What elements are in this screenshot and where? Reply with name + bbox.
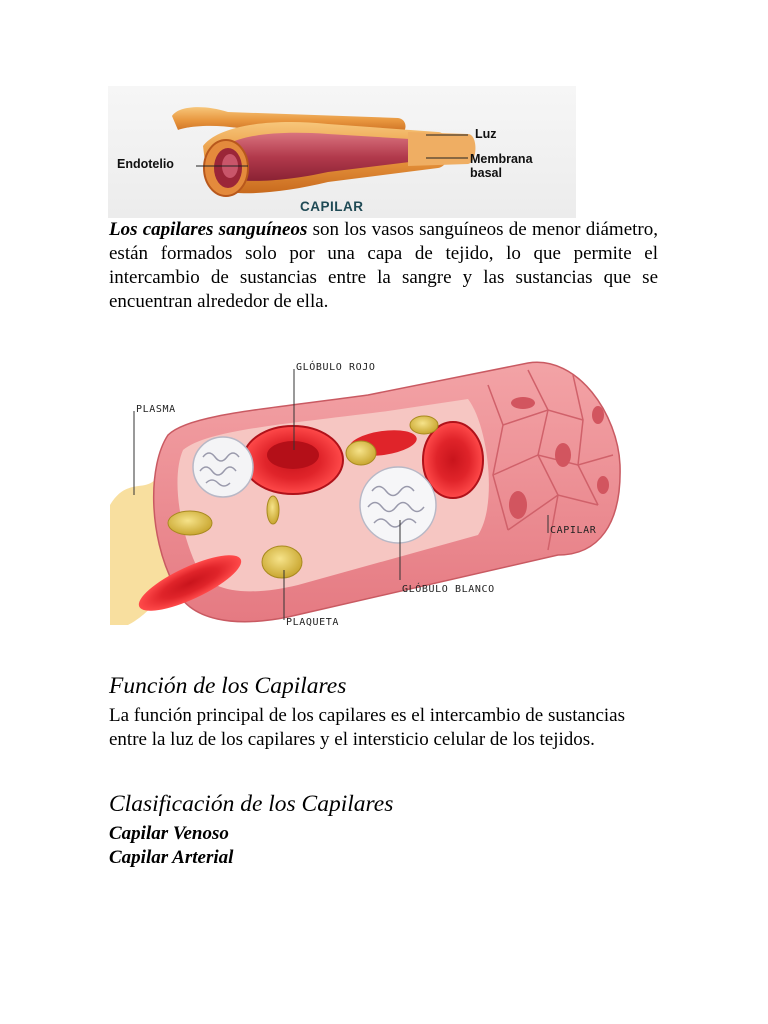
label-membrana: Membrana: [470, 152, 533, 166]
white-blood-cell: [193, 437, 253, 497]
label-basal: basal: [470, 166, 502, 180]
nucleus: [555, 443, 571, 467]
nucleus: [592, 406, 604, 424]
nucleus: [597, 476, 609, 494]
capillary-diagram: [108, 86, 576, 218]
white-blood-cell: [360, 467, 436, 543]
label-endotelio: Endotelio: [117, 157, 174, 171]
label-globulo-blanco: GLÓBULO BLANCO: [402, 584, 495, 595]
clasificacion-heading: Clasificación de los Capilares: [109, 791, 394, 817]
label-globulo-rojo: GLÓBULO ROJO: [296, 362, 376, 373]
label-plasma: PLASMA: [136, 404, 176, 415]
red-blood-cell-center: [267, 441, 319, 469]
clasificacion-item-arterial: Capilar Arterial: [109, 847, 234, 868]
label-luz: Luz: [475, 127, 497, 141]
intro-paragraph: [109, 218, 658, 314]
nucleus: [511, 397, 535, 409]
intro-term: Los capilares sanguíneos: [109, 219, 308, 240]
blood-cells-illustration: [108, 355, 628, 645]
blood-cells-diagram: [108, 355, 628, 645]
figure1-caption: CAPILAR: [300, 199, 364, 214]
vessel-end: [408, 132, 476, 166]
platelet: [267, 496, 279, 524]
funcion-body: La función principal de los capilares es el intercambio de sustancias entre la luz de los capilares y el intersticio celular de los tejidos.: [109, 705, 625, 750]
platelet: [410, 416, 438, 434]
platelet: [262, 546, 302, 578]
nucleus: [509, 491, 527, 519]
platelet: [346, 441, 376, 465]
funcion-heading: Función de los Capilares: [109, 673, 347, 699]
platelet: [168, 511, 212, 535]
label-capilar: CAPILAR: [550, 525, 597, 536]
clasificacion-item-venoso: Capilar Venoso: [109, 823, 229, 844]
label-plaqueta: PLAQUETA: [286, 617, 339, 628]
intro-text: son los vasos sanguíneos de menor diámetro, están formados solo por una capa de tejido, lo que permite el intercambio de sustancias entre la sangre y las sustancias que se encuentran alrededor de ella.: [109, 219, 658, 312]
